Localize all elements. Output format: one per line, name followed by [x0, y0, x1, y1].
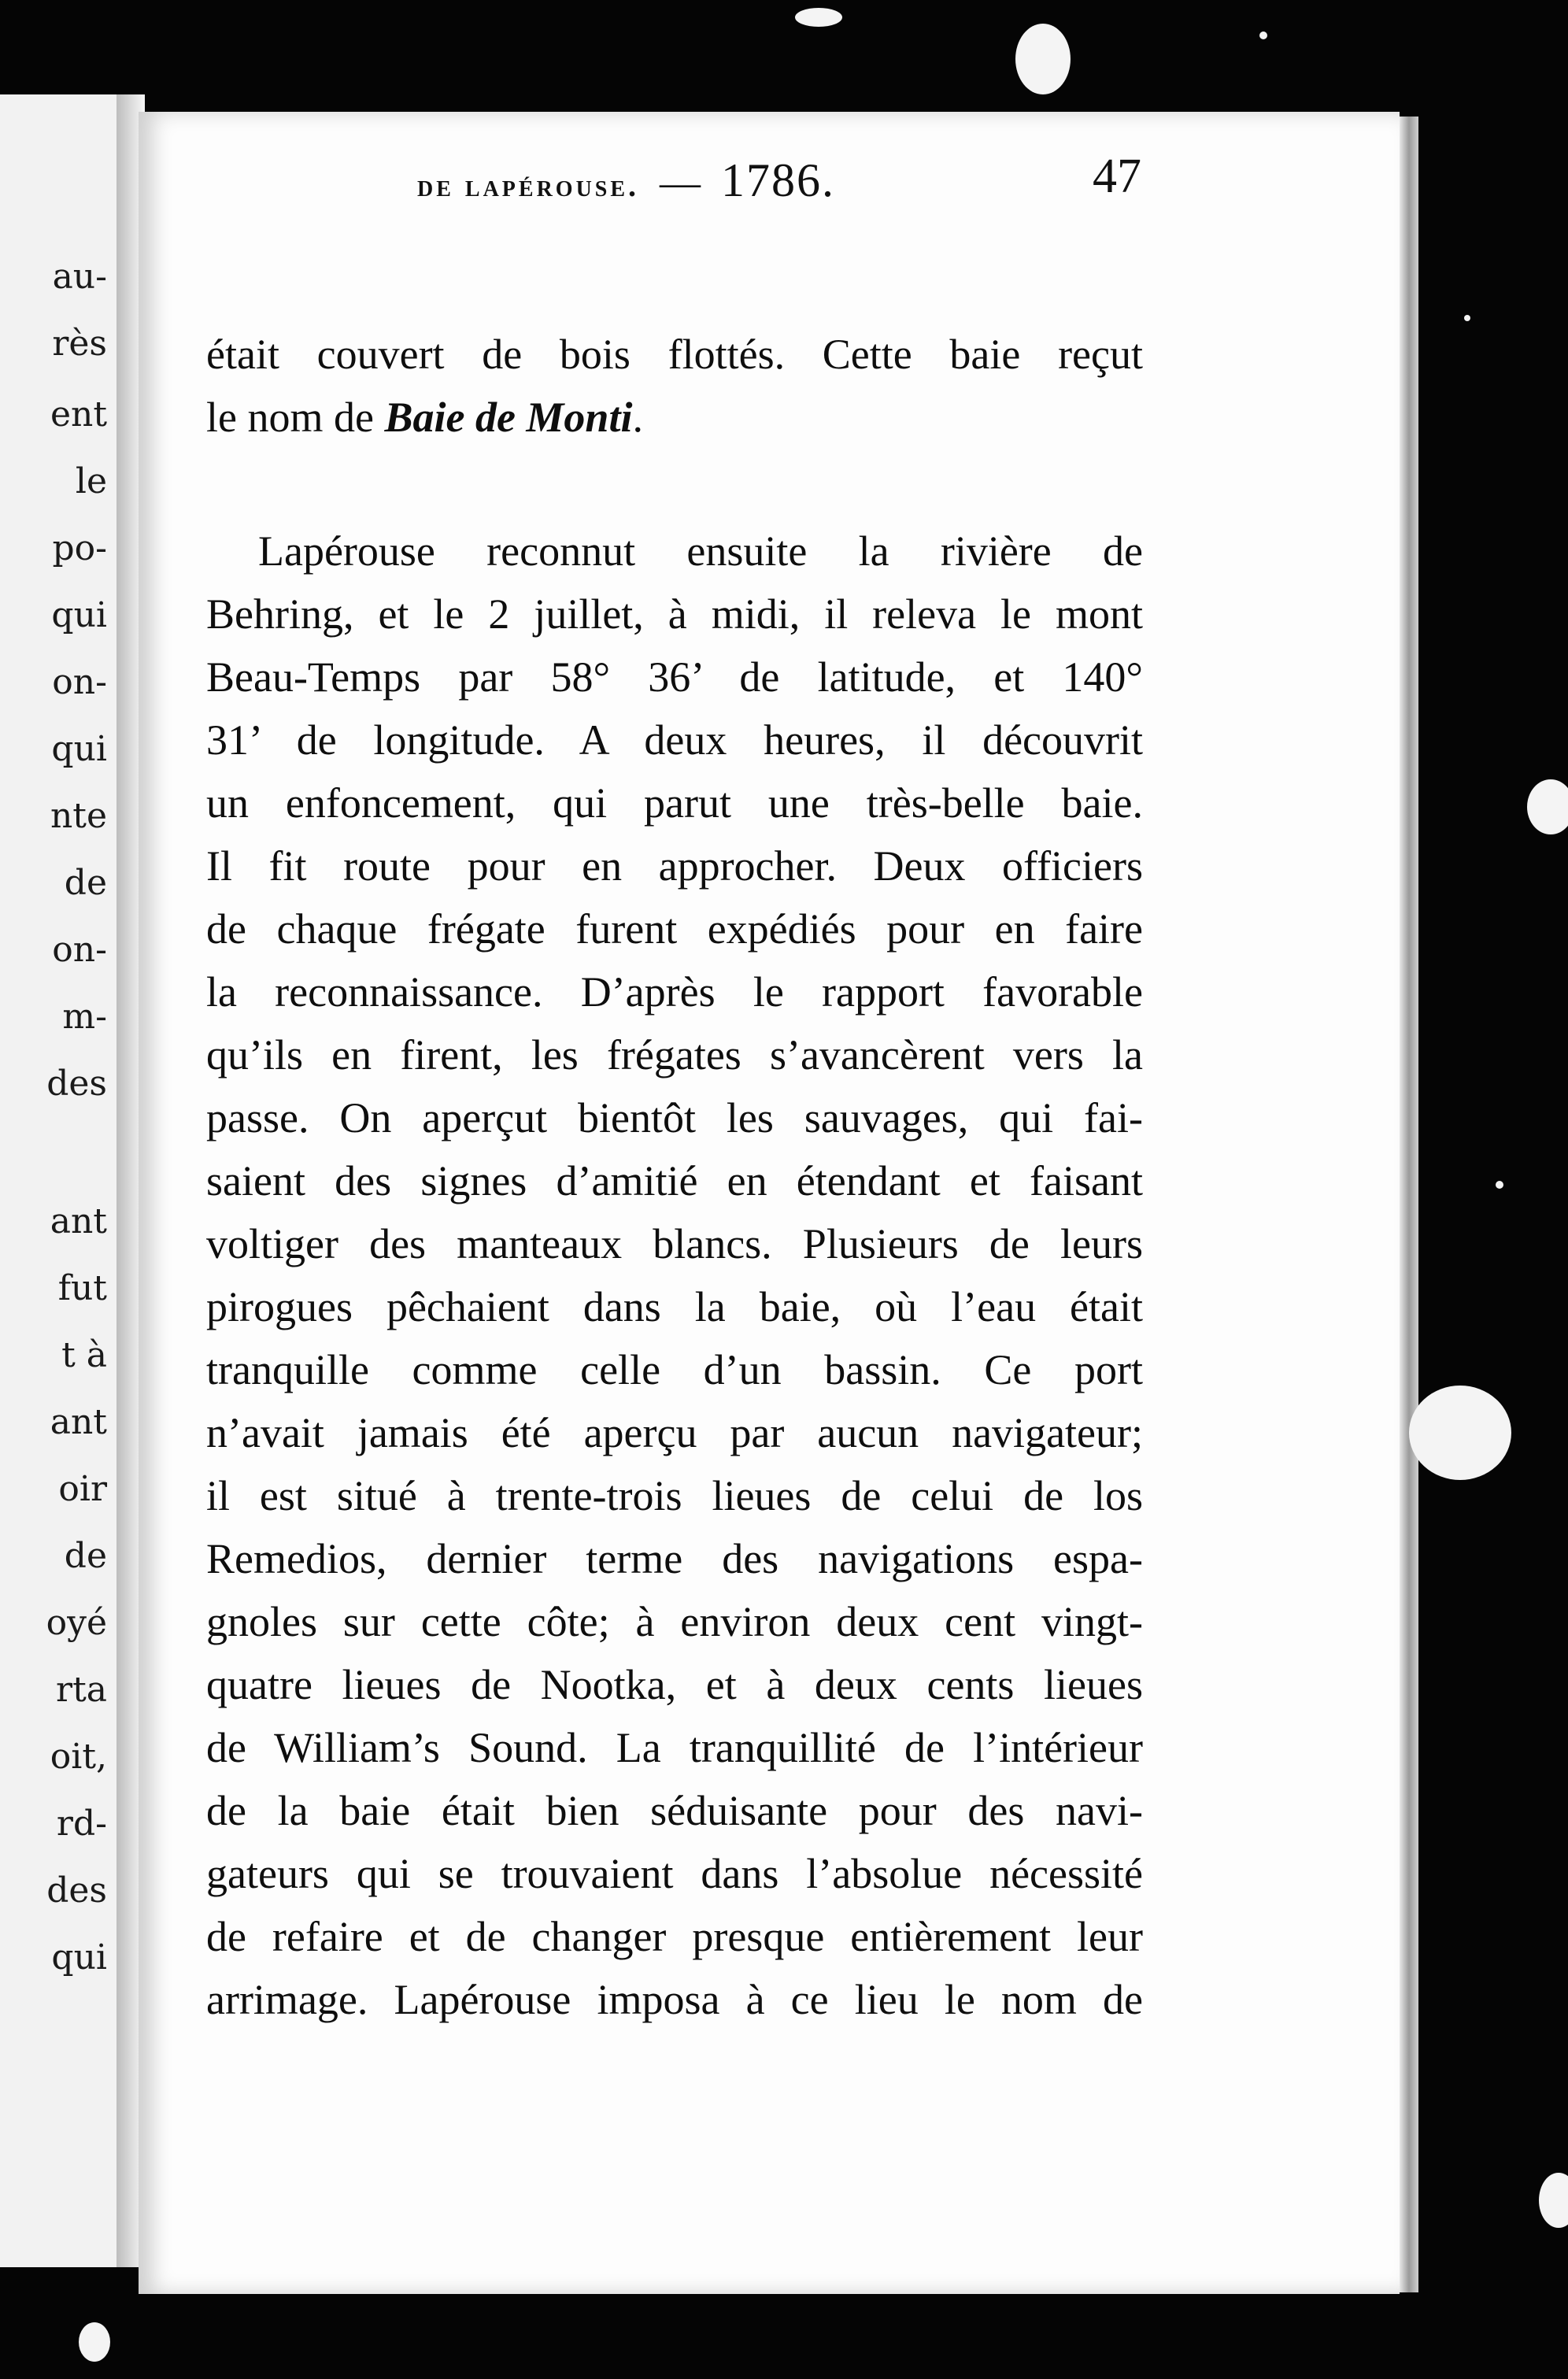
text-line: saient des signes d’amitié en étendant et faisant	[206, 1157, 1143, 1204]
text-line: passe. On aperçut bientôt les sauvages, qui fai-	[206, 1094, 1143, 1141]
previous-page-text-fragment: de	[64, 863, 107, 903]
previous-page-edge	[0, 94, 118, 2267]
page-edge	[1400, 117, 1418, 2292]
text-line: gateurs qui se trouvaient dans l’absolue nécessité	[206, 1850, 1143, 1897]
text-line: Behring, et le 2 juillet, à midi, il releva le mont	[206, 590, 1143, 638]
text-line: Beau-Temps par 58° 36’ de latitude, et 140°	[206, 653, 1143, 701]
running-head	[417, 150, 1141, 208]
text-line: de refaire et de changer presque entièrement leur	[206, 1913, 1143, 1960]
running-head-separator: —	[660, 161, 701, 205]
paragraph	[206, 520, 1143, 2031]
film-speck	[795, 8, 842, 27]
film-speck	[1496, 1181, 1503, 1189]
previous-page-text-fragment: rès	[52, 324, 107, 364]
text-line: tranquille comme celle d’un bassin. Ce port	[206, 1346, 1143, 1393]
film-speck	[1015, 24, 1071, 94]
text-line: arrimage. Lapérouse imposa à ce lieu le nom de	[206, 1976, 1143, 2023]
previous-page-text-fragment: oit,	[50, 1737, 107, 1777]
previous-page-text-fragment: qui	[51, 729, 107, 769]
running-head-title: de lapérouse.	[417, 168, 640, 203]
running-head-year: 1786.	[721, 154, 836, 206]
text-line: pirogues pêchaient dans la baie, où l’eau était	[206, 1283, 1143, 1330]
previous-page-text-fragment: de	[64, 1536, 107, 1576]
bay-name: Baie de Monti	[384, 394, 633, 441]
text-line: de chaque frégate furent expédiés pour en faire	[206, 905, 1143, 953]
previous-page-text-fragment: qui	[51, 1937, 107, 1978]
previous-page-text-fragment: po-	[52, 528, 107, 568]
text-line: voltiger des manteaux blancs. Plusieurs de leurs	[206, 1220, 1143, 1267]
previous-page-text-fragment: au-	[52, 257, 107, 297]
text-line: 31’ de longitude. A deux heures, il découvrit	[206, 716, 1143, 764]
text-line: qu’ils en firent, les frégates s’avancèrent vers la	[206, 1031, 1143, 1079]
film-speck	[1409, 1386, 1511, 1480]
film-speck	[1464, 315, 1470, 321]
previous-page-text-fragment: on-	[52, 930, 107, 970]
text-line: quatre lieues de Nootka, et à deux cents lieues	[206, 1661, 1143, 1708]
previous-page-text-fragment: oyé	[46, 1603, 107, 1643]
text-line: un enfoncement, qui parut une très-belle baie.	[206, 779, 1143, 827]
text-line: gnoles sur cette côte; à environ deux cent vingt-	[206, 1598, 1143, 1645]
text-line: était couvert de bois flottés. Cette baie reçut	[206, 331, 1143, 378]
paragraph-break	[206, 449, 1143, 520]
previous-page-text-fragment: ant	[50, 1201, 107, 1241]
previous-page-text-fragment: des	[46, 1064, 107, 1104]
text-fragment: le nom de	[206, 394, 385, 441]
previous-page-text-fragment: oir	[58, 1469, 107, 1509]
text-line	[206, 386, 1143, 449]
text-line: Remedios, dernier terme des navigations espa-	[206, 1535, 1143, 1582]
previous-page-text-fragment: t à	[61, 1335, 107, 1375]
text-line: il est situé à trente-trois lieues de celui de los	[206, 1472, 1143, 1519]
previous-page-text-fragment: qui	[51, 595, 107, 635]
previous-page-text-fragment: rd-	[56, 1804, 107, 1844]
text-line: Lapérouse reconnut ensuite la rivière de	[258, 527, 1143, 575]
film-speck	[1527, 779, 1568, 834]
previous-page-text-fragment: des	[46, 1870, 107, 1911]
previous-page-text-fragment: rta	[56, 1670, 107, 1710]
previous-page-text-fragment: fut	[57, 1268, 107, 1308]
previous-page-text-fragment: m-	[62, 997, 107, 1037]
film-speck	[1539, 2173, 1568, 2228]
previous-page-text-fragment: nte	[50, 796, 107, 836]
film-speck	[79, 2322, 110, 2362]
previous-page-text-fragment: le	[75, 461, 107, 501]
previous-page-text-fragment: ant	[50, 1402, 107, 1442]
page-body	[206, 323, 1143, 2031]
film-speck	[1259, 31, 1267, 39]
previous-page-text-fragment: on-	[52, 662, 107, 702]
previous-page-text-fragment: ent	[50, 394, 107, 435]
text-line: n’avait jamais été aperçu par aucun navigateur;	[206, 1409, 1143, 1456]
text-line: la reconnaissance. D’après le rapport favorable	[206, 968, 1143, 1016]
text-fragment: .	[632, 394, 643, 441]
page-number: 47	[1093, 150, 1141, 203]
text-line: de la baie était bien séduisante pour des navi-	[206, 1787, 1143, 1834]
text-line: Il fit route pour en approcher. Deux officiers	[206, 842, 1143, 890]
text-line: de William’s Sound. La tranquillité de l’intérieur	[206, 1724, 1143, 1771]
